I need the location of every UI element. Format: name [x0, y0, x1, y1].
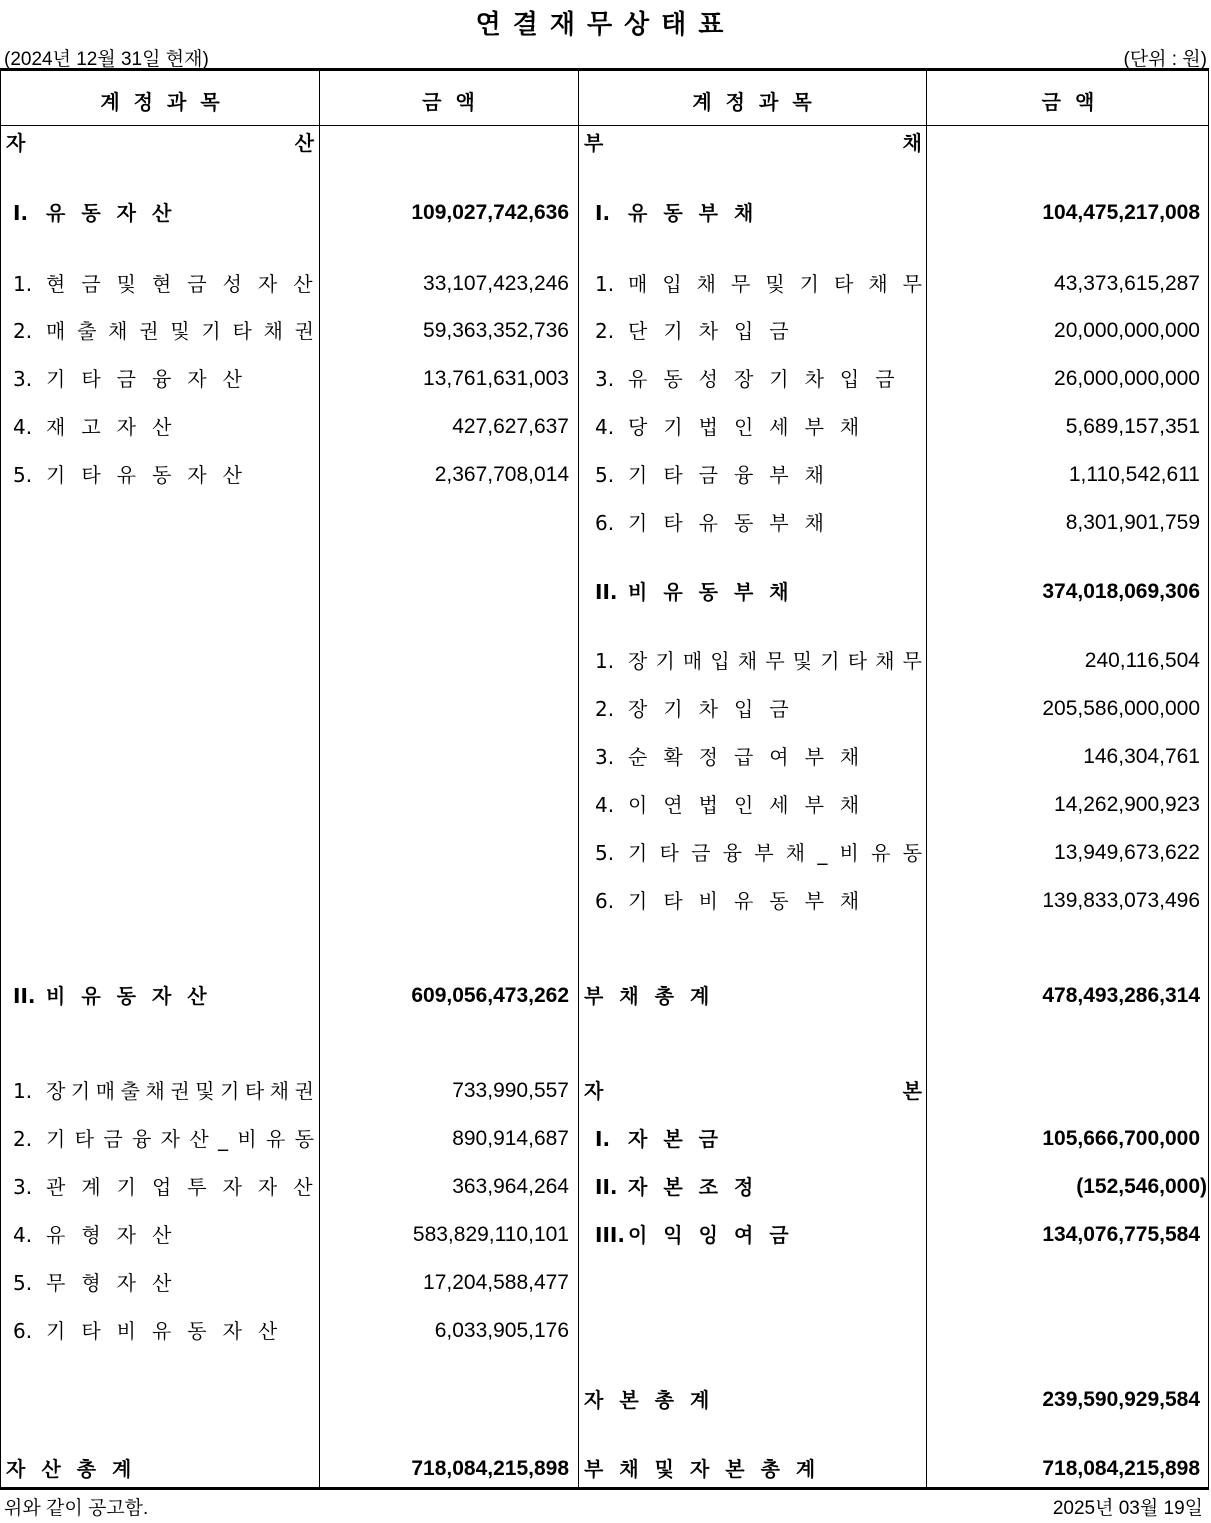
item-number: 5.	[595, 841, 615, 865]
left-amount: 6,033,905,176	[434, 1319, 569, 1342]
account-name: 기타비유동자산	[46, 1319, 294, 1343]
left-account-label	[13, 1316, 314, 1346]
right-account-label	[584, 1454, 922, 1484]
left-account-label	[13, 269, 329, 299]
item-number: 4.	[595, 793, 615, 817]
right-account-label	[595, 886, 922, 916]
account-name: 부채및자본총계	[584, 1457, 832, 1481]
account-name: 재고자산	[46, 415, 188, 439]
account-name: 자산총계	[6, 1457, 148, 1481]
right-account-label	[595, 508, 922, 538]
right-amount: 105,666,700,000	[1042, 1127, 1200, 1150]
left-amount: 427,627,637	[452, 415, 569, 438]
right-account-label	[595, 790, 922, 820]
right-account-label	[595, 1172, 922, 1202]
left-amount: 59,363,352,736	[423, 319, 569, 342]
account-name	[6, 128, 314, 158]
account-name: 자본총계	[584, 1388, 726, 1412]
right-amount: 1,110,542,611	[1068, 463, 1200, 486]
item-number: 2.	[13, 319, 33, 343]
char: 부	[584, 131, 604, 155]
account-name: 비유동자산	[46, 984, 223, 1008]
right-amount: 26,000,000,000	[1054, 367, 1200, 390]
account-name: 이연법인세부채	[628, 793, 876, 817]
account-name: 매출채권및기타채권	[46, 319, 326, 343]
item-number: 4.	[13, 415, 33, 439]
char: 정	[133, 90, 153, 114]
right-amount: 8,301,901,759	[1065, 511, 1200, 534]
right-amount: 718,084,215,898	[1042, 1457, 1200, 1480]
left-account-label	[13, 1220, 314, 1250]
right-amount: 14,262,900,923	[1054, 793, 1200, 816]
left-amount: 733,990,557	[452, 1079, 569, 1102]
account-name	[584, 1076, 922, 1106]
char: 정	[725, 90, 745, 114]
account-name: 기타유동부채	[628, 511, 840, 535]
right-account-label	[584, 1076, 922, 1106]
right-account-label	[595, 198, 922, 228]
right-amount: 13,949,673,622	[1054, 841, 1200, 864]
account-name: 기타금융자산	[46, 367, 258, 391]
header-account-left	[1, 86, 319, 115]
item-number: 5.	[13, 1271, 33, 1295]
footer-note: 위와 같이 공고함.	[4, 1498, 149, 1519]
left-account-label	[13, 198, 314, 228]
char: 액	[1075, 90, 1095, 114]
left-amount: 17,204,588,477	[423, 1271, 569, 1294]
account-name: 자본조정	[628, 1175, 770, 1199]
divider	[578, 71, 579, 1487]
item-number: 3.	[595, 745, 615, 769]
item-number: 2.	[13, 1127, 33, 1151]
account-name: 관계기업투자자산	[46, 1175, 329, 1199]
left-account-label	[13, 1268, 314, 1298]
item-number: 1.	[595, 272, 615, 296]
item-number: 4.	[595, 415, 615, 439]
char: 계	[100, 90, 120, 114]
char: 산	[294, 131, 314, 155]
right-amount: 146,304,761	[1083, 745, 1200, 768]
right-account-label	[595, 460, 922, 490]
account-name: 현금및현금성자산	[46, 272, 329, 296]
right-amount: 139,833,073,496	[1042, 889, 1200, 912]
account-name: 장기차입금	[628, 697, 805, 721]
char: 채	[902, 131, 922, 155]
item-number: 6.	[595, 889, 615, 913]
left-amount: 13,761,631,003	[423, 367, 569, 390]
left-account-label	[13, 981, 314, 1011]
document-title: 연결재무상태표	[475, 10, 736, 40]
right-account-label	[595, 694, 922, 724]
account-name: 단기차입금	[628, 319, 805, 343]
account-name: 부채총계	[584, 984, 726, 1008]
right-account-label	[584, 128, 922, 158]
account-name: 기타금융자산_비유동	[46, 1127, 324, 1151]
item-number: 3.	[595, 367, 615, 391]
right-account-label	[595, 269, 938, 299]
left-account-label	[6, 128, 314, 158]
right-amount: 20,000,000,000	[1054, 319, 1200, 342]
right-amount: 374,018,069,306	[1042, 580, 1200, 603]
footer-date: 2025년 03월 19일	[1052, 1498, 1203, 1519]
item-number: I.	[595, 201, 611, 225]
left-amount: 33,107,423,246	[423, 272, 569, 295]
account-name: 기타금융부채_비유동	[628, 841, 935, 865]
account-name: 장기매출채권및기타채권	[46, 1079, 320, 1103]
left-amount: 109,027,742,636	[411, 201, 569, 224]
left-amount: 718,084,215,898	[411, 1457, 569, 1480]
item-number: III.	[595, 1223, 625, 1247]
left-account-label	[6, 1454, 314, 1484]
left-amount: 363,964,264	[452, 1175, 569, 1198]
unit-note: (단위 : 원)	[1123, 49, 1207, 70]
account-name: 유동부채	[628, 201, 770, 225]
right-account-label	[595, 364, 922, 394]
account-name	[584, 128, 922, 158]
account-name: 장기매입채무및기타채무	[628, 649, 931, 673]
right-account-label	[595, 1220, 922, 1250]
right-amount: 478,493,286,314	[1042, 984, 1200, 1007]
account-name: 유동성장기차입금	[628, 367, 911, 391]
char: 액	[455, 90, 475, 114]
item-number: II.	[595, 1175, 618, 1199]
item-number: 5.	[595, 463, 615, 487]
item-number: 6.	[595, 511, 615, 535]
right-account-label	[595, 646, 931, 676]
right-account-label	[595, 1124, 922, 1154]
item-number: 1.	[13, 272, 33, 296]
left-amount: 583,829,110,101	[412, 1223, 569, 1246]
header-amount-right	[926, 86, 1210, 115]
left-amount: 2,367,708,014	[434, 463, 569, 486]
account-name: 기타비유동부채	[628, 889, 876, 913]
item-number: II.	[595, 580, 618, 604]
char: 금	[422, 90, 442, 114]
right-account-label	[595, 577, 922, 607]
char: 자	[6, 131, 26, 155]
right-amount: (152,546,000)	[1076, 1175, 1207, 1198]
left-account-label	[13, 1076, 320, 1106]
right-account-label	[584, 1385, 922, 1415]
item-number: 1.	[595, 649, 615, 673]
item-number: I.	[13, 201, 29, 225]
item-number: II.	[13, 984, 36, 1008]
item-number: 6.	[13, 1319, 33, 1343]
account-name: 비유동부채	[628, 580, 805, 604]
account-name: 기타유동자산	[46, 463, 258, 487]
right-amount: 43,373,615,287	[1054, 272, 1200, 295]
header-divider	[1, 125, 1208, 126]
date-note: (2024년 12월 31일 현재)	[4, 49, 209, 70]
right-amount: 134,076,775,584	[1042, 1223, 1200, 1246]
char: 계	[692, 90, 712, 114]
right-amount: 239,590,929,584	[1042, 1388, 1200, 1411]
right-account-label	[584, 981, 922, 1011]
char: 목	[200, 90, 220, 114]
char: 목	[792, 90, 812, 114]
left-amount: 609,056,473,262	[411, 984, 569, 1007]
left-account-label	[13, 460, 314, 490]
account-name: 이익잉여금	[628, 1223, 805, 1247]
item-number: 3.	[13, 1175, 33, 1199]
account-name: 유동자산	[46, 201, 188, 225]
right-amount: 240,116,504	[1084, 649, 1200, 672]
left-amount: 890,914,687	[452, 1127, 569, 1150]
right-account-label	[595, 412, 922, 442]
item-number: 4.	[13, 1223, 33, 1247]
header-account-right	[578, 86, 926, 115]
item-number: 2.	[595, 697, 615, 721]
item-number: 5.	[13, 463, 33, 487]
right-account-label	[595, 742, 922, 772]
account-name: 기타금융부채	[628, 463, 840, 487]
left-account-label	[13, 412, 314, 442]
account-name: 순확정급여부채	[628, 745, 876, 769]
char: 과	[167, 90, 187, 114]
left-account-label	[13, 316, 326, 346]
account-name: 당기법인세부채	[628, 415, 876, 439]
item-number: I.	[595, 1127, 611, 1151]
right-account-label	[595, 316, 922, 346]
right-amount: 205,586,000,000	[1042, 697, 1200, 720]
char: 자	[584, 1079, 604, 1103]
left-account-label	[13, 1172, 329, 1202]
header-amount-left	[319, 86, 578, 115]
account-name: 자본금	[628, 1127, 734, 1151]
right-account-label	[595, 838, 935, 868]
left-account-label	[13, 1124, 324, 1154]
item-number: 3.	[13, 367, 33, 391]
char: 과	[759, 90, 779, 114]
right-amount: 104,475,217,008	[1042, 201, 1200, 224]
left-account-label	[13, 364, 314, 394]
account-name: 매입채무및기타채무	[628, 272, 938, 296]
char: 금	[1041, 90, 1061, 114]
account-name: 유형자산	[46, 1223, 188, 1247]
item-number: 2.	[595, 319, 615, 343]
char: 본	[902, 1079, 922, 1103]
account-name: 무형자산	[46, 1271, 188, 1295]
item-number: 1.	[13, 1079, 33, 1103]
right-amount: 5,689,157,351	[1065, 415, 1200, 438]
